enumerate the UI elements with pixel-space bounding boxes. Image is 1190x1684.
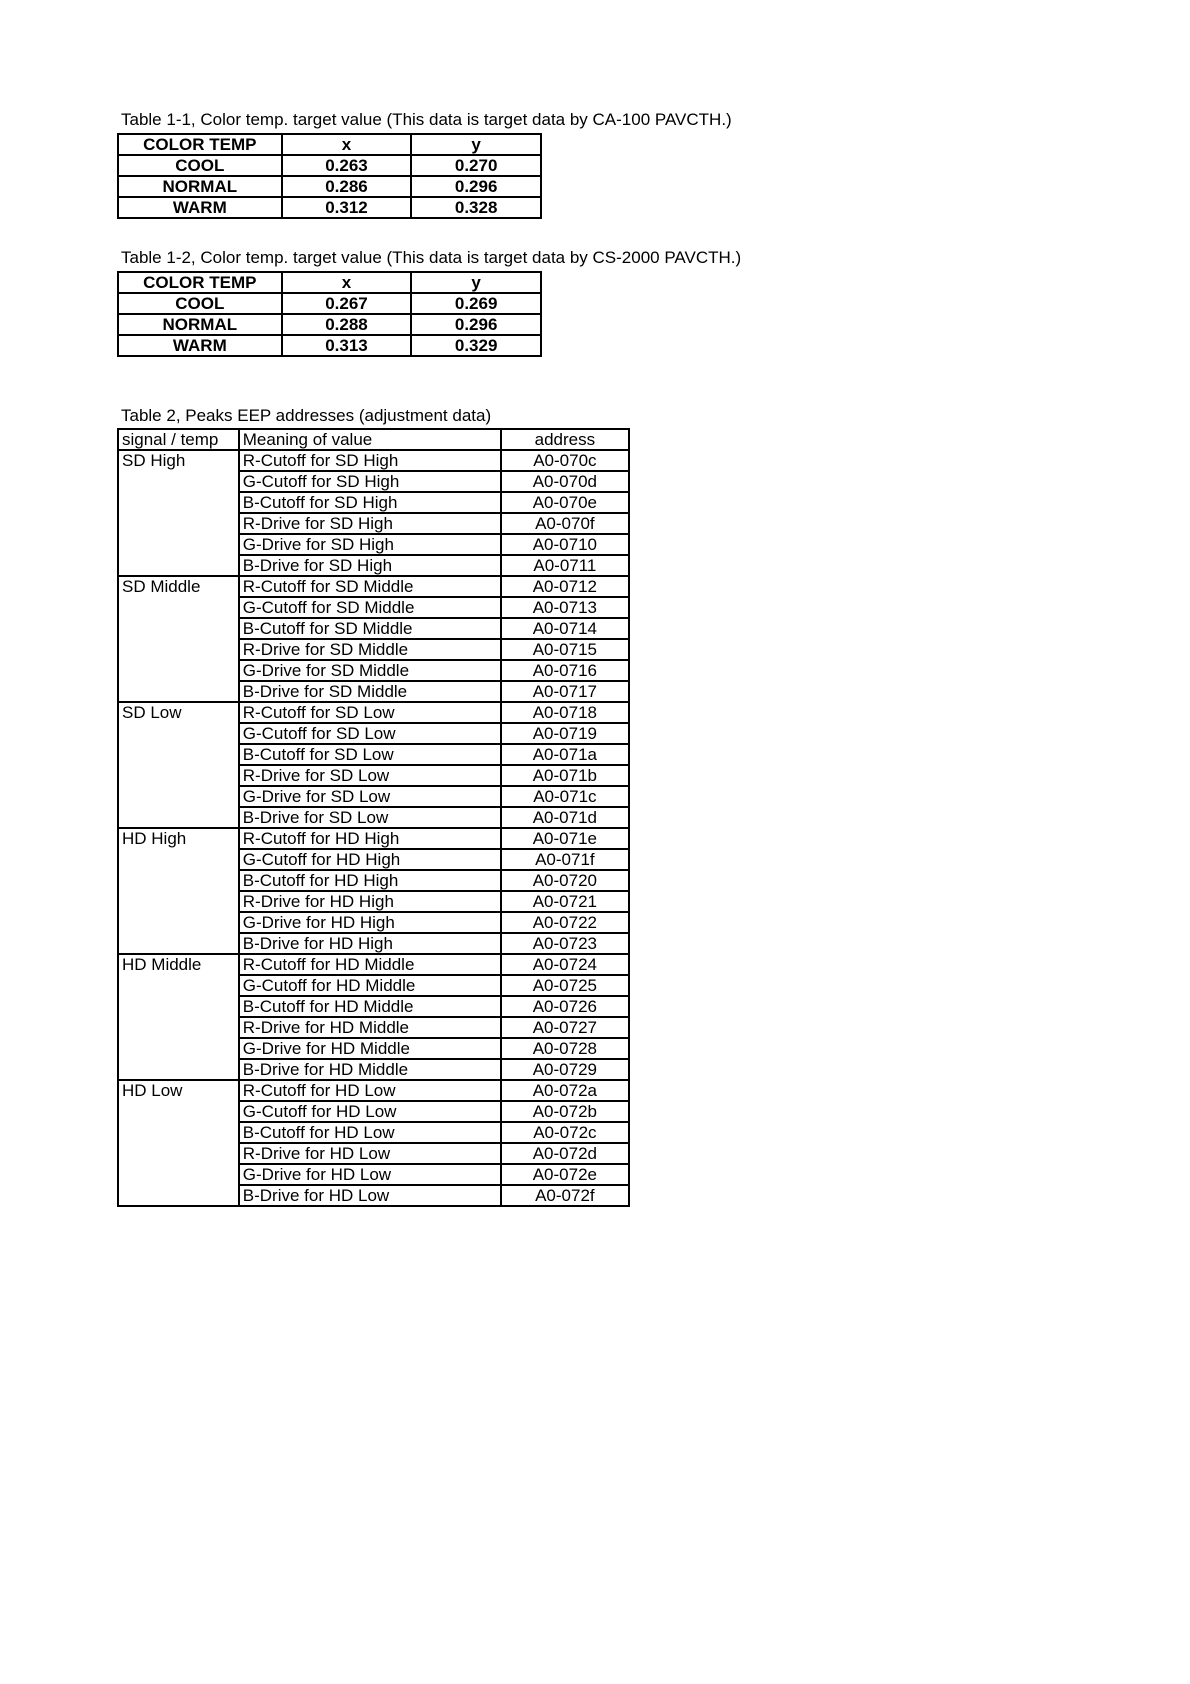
table-header-row xyxy=(118,134,541,155)
meaning-cell: B-Cutoff for SD High xyxy=(239,492,501,513)
address-cell: A0-072c xyxy=(501,1122,629,1143)
address-cell: A0-0716 xyxy=(501,660,629,681)
y-value-cell: 0.329 xyxy=(411,335,541,356)
meaning-cell: R-Cutoff for HD Middle xyxy=(239,954,501,975)
color-temp-cell: NORMAL xyxy=(118,314,282,335)
meaning-cell: R-Cutoff for SD Low xyxy=(239,702,501,723)
address-cell: A0-071b xyxy=(501,765,629,786)
address-cell: A0-070d xyxy=(501,471,629,492)
meaning-cell: R-Drive for HD High xyxy=(239,891,501,912)
meaning-cell: B-Drive for SD Low xyxy=(239,807,501,828)
header-y: y xyxy=(411,134,541,155)
address-cell: A0-0712 xyxy=(501,576,629,597)
table-row xyxy=(118,335,541,356)
header-x: x xyxy=(282,134,412,155)
address-cell: A0-0725 xyxy=(501,975,629,996)
x-value-cell: 0.313 xyxy=(282,335,412,356)
address-cell: A0-0710 xyxy=(501,534,629,555)
header-y: y xyxy=(411,272,541,293)
address-cell: A0-071d xyxy=(501,807,629,828)
address-cell: A0-0724 xyxy=(501,954,629,975)
x-value-cell: 0.288 xyxy=(282,314,412,335)
address-cell: A0-072e xyxy=(501,1164,629,1185)
header-x: x xyxy=(282,272,412,293)
address-cell: A0-072a xyxy=(501,1080,629,1101)
meaning-cell: R-Drive for HD Low xyxy=(239,1143,501,1164)
table-row xyxy=(118,314,541,335)
meaning-cell: R-Cutoff for SD Middle xyxy=(239,576,501,597)
address-cell: A0-072d xyxy=(501,1143,629,1164)
table-row xyxy=(118,176,541,197)
address-cell: A0-071f xyxy=(501,849,629,870)
table-row xyxy=(118,954,629,975)
meaning-cell: B-Cutoff for HD Low xyxy=(239,1122,501,1143)
meaning-cell: G-Cutoff for SD Low xyxy=(239,723,501,744)
table-row xyxy=(118,828,629,849)
meaning-cell: R-Cutoff for SD High xyxy=(239,450,501,471)
signal-temp-cell: SD High xyxy=(118,450,239,576)
table-1-2-caption: Table 1-2, Color temp. target value (This data is target data by CS-2000 PAVCTH.) xyxy=(121,248,742,267)
address-cell: A0-071e xyxy=(501,828,629,849)
x-value-cell: 0.267 xyxy=(282,293,412,314)
header-color-temp: COLOR TEMP xyxy=(118,272,282,293)
meaning-cell: R-Drive for HD Middle xyxy=(239,1017,501,1038)
y-value-cell: 0.270 xyxy=(411,155,541,176)
meaning-cell: B-Drive for HD Low xyxy=(239,1185,501,1206)
meaning-cell: G-Cutoff for HD Low xyxy=(239,1101,501,1122)
meaning-cell: R-Cutoff for HD High xyxy=(239,828,501,849)
meaning-cell: G-Drive for HD Low xyxy=(239,1164,501,1185)
address-cell: A0-0714 xyxy=(501,618,629,639)
header-signal-temp: signal / temp xyxy=(118,429,239,450)
address-cell: A0-0717 xyxy=(501,681,629,702)
color-temp-cell: COOL xyxy=(118,155,282,176)
meaning-cell: B-Cutoff for SD Middle xyxy=(239,618,501,639)
header-address: address xyxy=(501,429,629,450)
x-value-cell: 0.263 xyxy=(282,155,412,176)
address-cell: A0-0722 xyxy=(501,912,629,933)
meaning-cell: G-Cutoff for SD Middle xyxy=(239,597,501,618)
table-2 xyxy=(117,428,630,1207)
meaning-cell: R-Drive for SD Middle xyxy=(239,639,501,660)
x-value-cell: 0.312 xyxy=(282,197,412,218)
address-cell: A0-0723 xyxy=(501,933,629,954)
address-cell: A0-0721 xyxy=(501,891,629,912)
address-cell: A0-0713 xyxy=(501,597,629,618)
color-temp-cell: WARM xyxy=(118,335,282,356)
address-cell: A0-071a xyxy=(501,744,629,765)
color-temp-cell: NORMAL xyxy=(118,176,282,197)
table-1-2 xyxy=(117,271,542,357)
address-cell: A0-0718 xyxy=(501,702,629,723)
table-2-caption: Table 2, Peaks EEP addresses (adjustment data) xyxy=(121,406,492,425)
address-cell: A0-0729 xyxy=(501,1059,629,1080)
address-cell: A0-0719 xyxy=(501,723,629,744)
address-cell: A0-0715 xyxy=(501,639,629,660)
table-1-1-caption: Table 1-1, Color temp. target value (This data is target data by CA-100 PAVCTH.) xyxy=(121,110,732,129)
table-row xyxy=(118,1080,629,1101)
meaning-cell: G-Drive for HD Middle xyxy=(239,1038,501,1059)
table-1-1 xyxy=(117,133,542,219)
table-row xyxy=(118,702,629,723)
address-cell: A0-070f xyxy=(501,513,629,534)
meaning-cell: B-Drive for SD High xyxy=(239,555,501,576)
address-cell: A0-072f xyxy=(501,1185,629,1206)
signal-temp-cell: HD High xyxy=(118,828,239,954)
signal-temp-cell: SD Middle xyxy=(118,576,239,702)
signal-temp-cell: HD Low xyxy=(118,1080,239,1206)
meaning-cell: G-Cutoff for SD High xyxy=(239,471,501,492)
table-row xyxy=(118,197,541,218)
meaning-cell: B-Cutoff for SD Low xyxy=(239,744,501,765)
meaning-cell: R-Drive for SD High xyxy=(239,513,501,534)
signal-temp-cell: HD Middle xyxy=(118,954,239,1080)
meaning-cell: G-Cutoff for HD High xyxy=(239,849,501,870)
table-header-row xyxy=(118,429,629,450)
meaning-cell: G-Cutoff for HD Middle xyxy=(239,975,501,996)
meaning-cell: R-Cutoff for HD Low xyxy=(239,1080,501,1101)
table-row xyxy=(118,576,629,597)
meaning-cell: G-Drive for SD High xyxy=(239,534,501,555)
y-value-cell: 0.296 xyxy=(411,176,541,197)
address-cell: A0-070c xyxy=(501,450,629,471)
table-row xyxy=(118,155,541,176)
meaning-cell: B-Drive for SD Middle xyxy=(239,681,501,702)
meaning-cell: R-Drive for SD Low xyxy=(239,765,501,786)
meaning-cell: G-Drive for SD Low xyxy=(239,786,501,807)
table-header-row xyxy=(118,272,541,293)
meaning-cell: G-Drive for HD High xyxy=(239,912,501,933)
table-row xyxy=(118,293,541,314)
color-temp-cell: COOL xyxy=(118,293,282,314)
header-color-temp: COLOR TEMP xyxy=(118,134,282,155)
header-meaning: Meaning of value xyxy=(239,429,501,450)
meaning-cell: B-Drive for HD Middle xyxy=(239,1059,501,1080)
meaning-cell: G-Drive for SD Middle xyxy=(239,660,501,681)
address-cell: A0-0726 xyxy=(501,996,629,1017)
address-cell: A0-070e xyxy=(501,492,629,513)
color-temp-cell: WARM xyxy=(118,197,282,218)
address-cell: A0-071c xyxy=(501,786,629,807)
y-value-cell: 0.269 xyxy=(411,293,541,314)
signal-temp-cell: SD Low xyxy=(118,702,239,828)
address-cell: A0-0728 xyxy=(501,1038,629,1059)
meaning-cell: B-Cutoff for HD High xyxy=(239,870,501,891)
address-cell: A0-0711 xyxy=(501,555,629,576)
meaning-cell: B-Cutoff for HD Middle xyxy=(239,996,501,1017)
table-row xyxy=(118,450,629,471)
meaning-cell: B-Drive for HD High xyxy=(239,933,501,954)
address-cell: A0-0720 xyxy=(501,870,629,891)
x-value-cell: 0.286 xyxy=(282,176,412,197)
y-value-cell: 0.328 xyxy=(411,197,541,218)
y-value-cell: 0.296 xyxy=(411,314,541,335)
address-cell: A0-072b xyxy=(501,1101,629,1122)
address-cell: A0-0727 xyxy=(501,1017,629,1038)
